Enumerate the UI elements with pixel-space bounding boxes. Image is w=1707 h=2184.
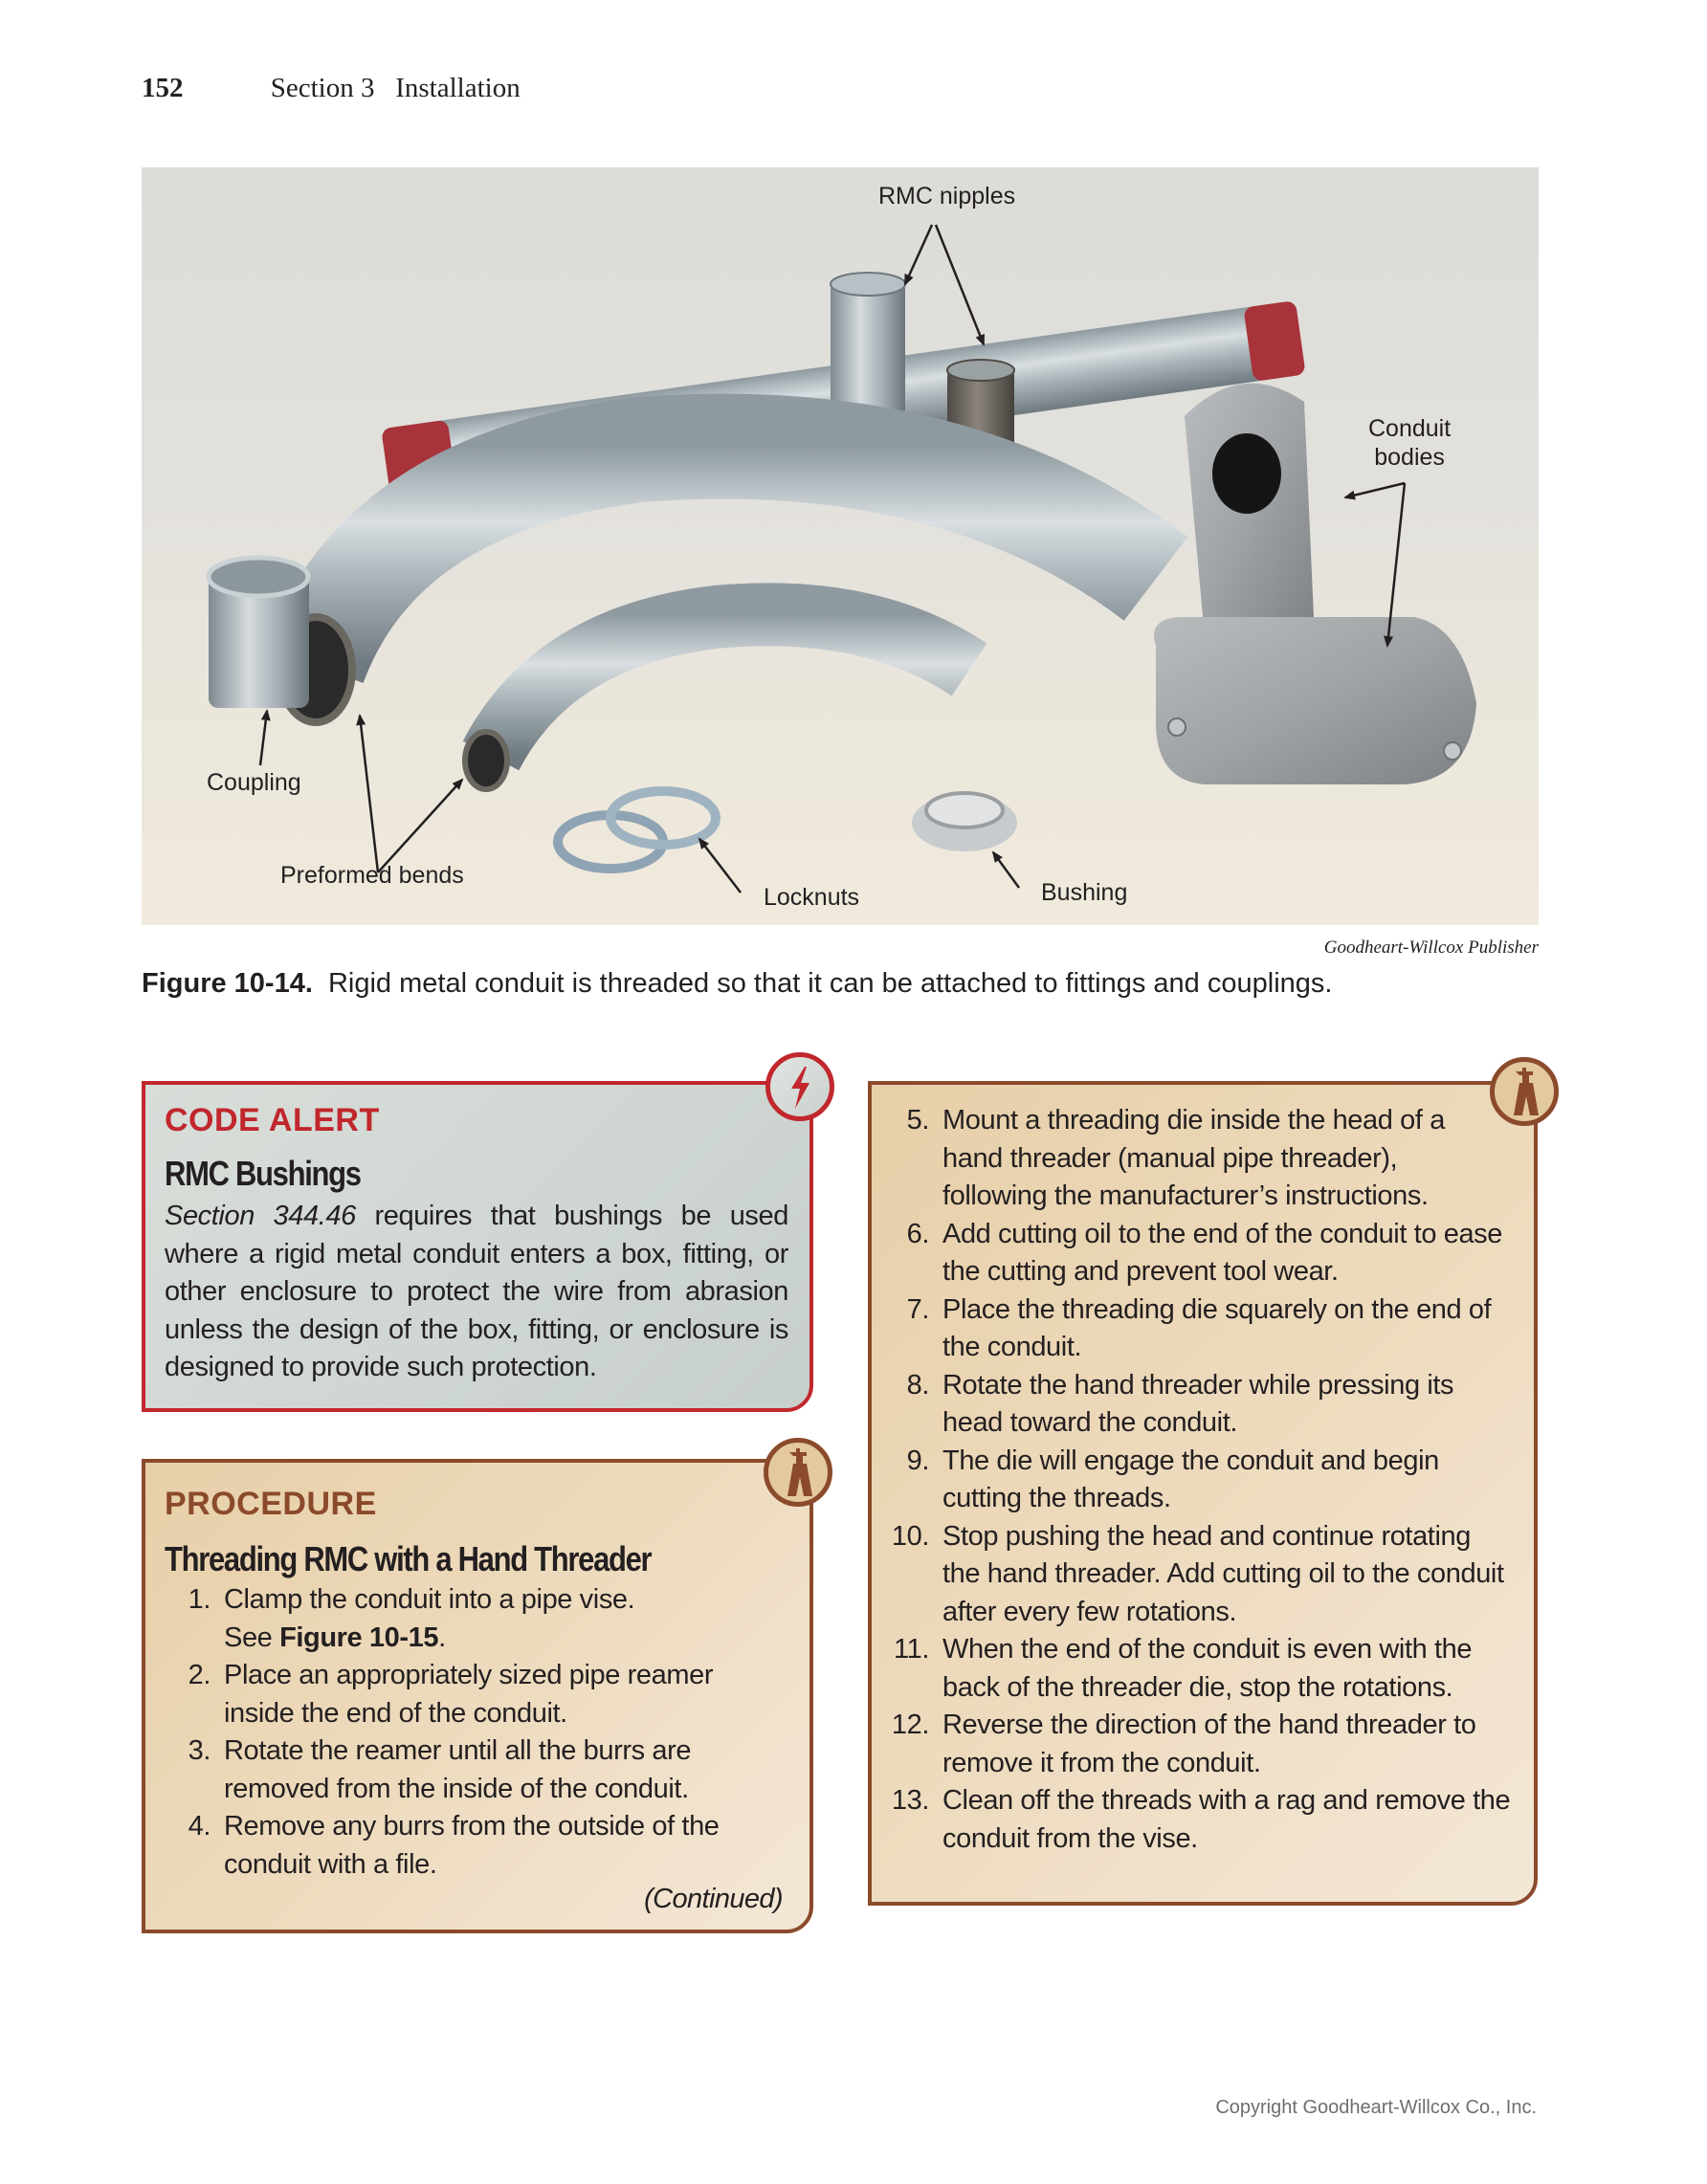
figure-photo-rmc-fittings bbox=[142, 167, 1539, 925]
procedure-box-part1 bbox=[142, 1459, 813, 1933]
step-number: 9. bbox=[906, 1445, 929, 1476]
callout-locknuts: Locknuts bbox=[764, 884, 860, 911]
procedure-steps-list-part1 bbox=[165, 1581, 777, 1884]
callout-bushing: Bushing bbox=[1041, 879, 1128, 906]
callout-conduit-bodies-line1: Conduit bbox=[1368, 415, 1452, 442]
code-alert-body-text: requires that bushings be used where a rigid metal conduit enters a box, fitting, or other enclosure to protect the wire from abrasion unless the design of the box, fitting, or enclosure is designed to provide such protection. bbox=[165, 1201, 788, 1382]
procedure-step bbox=[883, 1367, 1511, 1443]
procedure-step bbox=[165, 1732, 777, 1808]
step-number: 2. bbox=[188, 1660, 211, 1690]
lightning-bolt-icon bbox=[765, 1052, 834, 1121]
callout-conduit-bodies-line2: bodies bbox=[1374, 444, 1445, 471]
step-number: 3. bbox=[188, 1735, 211, 1766]
continued-label: (Continued) bbox=[644, 1884, 783, 1914]
procedure-step bbox=[883, 1518, 1511, 1632]
running-head bbox=[142, 73, 521, 104]
procedure-step bbox=[883, 1782, 1511, 1858]
step-text: Place an appropriately sized pipe reamer inside the end of the conduit. bbox=[224, 1660, 714, 1729]
figure-caption-text: Rigid metal conduit is threaded so that it can be attached to fittings and couplings. bbox=[327, 968, 1333, 999]
step-text: Rotate the reamer until all the burrs are removed from the inside of the conduit. bbox=[224, 1735, 692, 1804]
code-alert-body bbox=[165, 1198, 788, 1387]
callout-preformed-bends: Preformed bends bbox=[280, 862, 464, 889]
step-text: Stop pushing the head and continue rotating the hand threader. Add cutting oil to the conduit after every few rotations. bbox=[942, 1520, 1504, 1627]
step-number: 6. bbox=[906, 1218, 929, 1249]
step-text: Mount a threading die inside the head of a hand threader (manual pipe threader), following the manufacturer’s instructions. bbox=[942, 1105, 1445, 1211]
step-number: 12. bbox=[891, 1710, 929, 1740]
step-see-suffix: . bbox=[438, 1621, 446, 1653]
copyright-footer: Copyright Goodheart-Willcox Co., Inc. bbox=[1215, 2097, 1537, 2118]
figure-caption bbox=[142, 968, 1332, 1000]
photo-credit: Goodheart-Willcox Publisher bbox=[1323, 938, 1539, 958]
procedure-step bbox=[165, 1581, 777, 1657]
procedure-box-part2 bbox=[868, 1081, 1538, 1906]
procedure-step bbox=[883, 1216, 1511, 1291]
figure-reference-link[interactable]: Figure 10-15 bbox=[279, 1621, 439, 1653]
step-text: Add cutting oil to the end of the conduit to ease the cutting and prevent tool wear. bbox=[942, 1218, 1502, 1287]
step-text: Clean off the threads with a rag and remove the conduit from the vise. bbox=[942, 1785, 1511, 1854]
step-number: 5. bbox=[906, 1105, 929, 1136]
step-number: 7. bbox=[906, 1293, 929, 1325]
procedure-step bbox=[883, 1102, 1511, 1216]
callout-conduit-bodies bbox=[1368, 414, 1451, 472]
procedure-step bbox=[883, 1707, 1511, 1782]
step-number: 13. bbox=[891, 1785, 929, 1816]
pipe-vise-icon bbox=[764, 1438, 832, 1507]
code-alert-box bbox=[142, 1081, 813, 1412]
procedure-step bbox=[883, 1291, 1511, 1367]
conduit-fittings-illustration bbox=[142, 167, 1539, 925]
procedure-step bbox=[883, 1631, 1511, 1707]
step-text: The die will engage the conduit and begin cutting the threads. bbox=[942, 1445, 1439, 1513]
step-text: Rotate the hand threader while pressing its head toward the conduit. bbox=[942, 1369, 1454, 1438]
page-number: 152 bbox=[142, 73, 184, 103]
procedure-steps-list-part2 bbox=[883, 1102, 1511, 1858]
step-text: Reverse the direction of the hand threader to remove it from the conduit. bbox=[942, 1710, 1476, 1778]
procedure-kicker: PROCEDURE bbox=[165, 1486, 377, 1522]
step-number: 11. bbox=[894, 1634, 929, 1665]
step-number: 8. bbox=[906, 1369, 929, 1401]
procedure-step bbox=[883, 1443, 1511, 1518]
section-title: Section 3 Installation bbox=[270, 73, 521, 103]
figure-caption-label: Figure 10-14. bbox=[142, 968, 313, 999]
step-text: When the end of the conduit is even with the back of the threader die, stop the rotations. bbox=[942, 1634, 1473, 1703]
step-text: Clamp the conduit into a pipe vise. bbox=[224, 1584, 635, 1615]
code-alert-title: RMC Bushings bbox=[165, 1154, 361, 1193]
code-alert-section-ref: Section 344.46 bbox=[165, 1201, 356, 1231]
pipe-vise-icon bbox=[1490, 1057, 1559, 1126]
code-alert-kicker: CODE ALERT bbox=[165, 1102, 380, 1138]
procedure-step bbox=[165, 1657, 777, 1732]
procedure-title: Threading RMC with a Hand Threader bbox=[165, 1539, 652, 1578]
step-number: 4. bbox=[188, 1811, 211, 1842]
step-number: 10. bbox=[891, 1520, 929, 1552]
step-text: Place the threading die squarely on the end of the conduit. bbox=[942, 1293, 1492, 1362]
step-see-prefix: See bbox=[224, 1621, 280, 1653]
callout-rmc-nipples: RMC nipples bbox=[878, 183, 1016, 210]
callout-coupling: Coupling bbox=[207, 769, 301, 796]
step-text: Remove any burrs from the outside of the conduit with a file. bbox=[224, 1811, 720, 1880]
step-number: 1. bbox=[188, 1584, 211, 1615]
procedure-step bbox=[165, 1808, 777, 1884]
